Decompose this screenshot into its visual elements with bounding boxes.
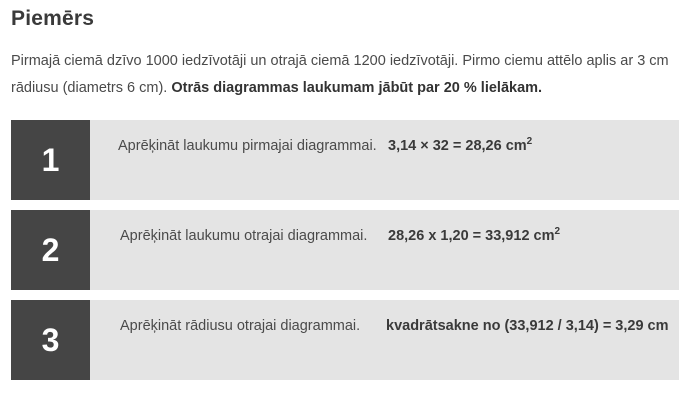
step-row (11, 120, 679, 200)
intro-text: Pirmajā ciemā dzīvo 1000 iedzīvotāji un otrajā ciemā 1200 iedzīvotāji. Pirmo ciemu attēlo aplis ar 3 cm rādiusu (diametrs 6 cm). (11, 53, 669, 96)
step-row (11, 210, 679, 290)
step-number: 1 (11, 120, 90, 200)
step-description: Aprēķināt laukumu otrajai diagrammai. (120, 228, 368, 244)
step-row (11, 300, 679, 380)
intro-bold-text: Otrās diagrammas laukumam jābūt par 20 % lielākam. (171, 80, 543, 96)
step-number: 2 (11, 210, 90, 290)
formula-exponent: 2 (526, 136, 533, 148)
step-formula (388, 228, 560, 244)
formula-exponent: 2 (554, 226, 561, 238)
step-description: Aprēķināt laukumu pirmajai diagrammai. (118, 138, 377, 154)
formula-text: kvadrātsakne no (33,912 / 3,14) = 3,29 cm (386, 318, 669, 334)
step-number: 3 (11, 300, 90, 380)
step-formula (386, 318, 669, 334)
formula-text: 3,14 × 32 = 28,26 cm (388, 138, 527, 154)
step-formula (388, 138, 532, 154)
formula-text: 28,26 x 1,20 = 33,912 cm (388, 228, 555, 244)
intro-paragraph (11, 48, 681, 102)
page-title: Piemērs (11, 7, 95, 30)
step-description: Aprēķināt rādiusu otrajai diagrammai. (120, 318, 361, 334)
